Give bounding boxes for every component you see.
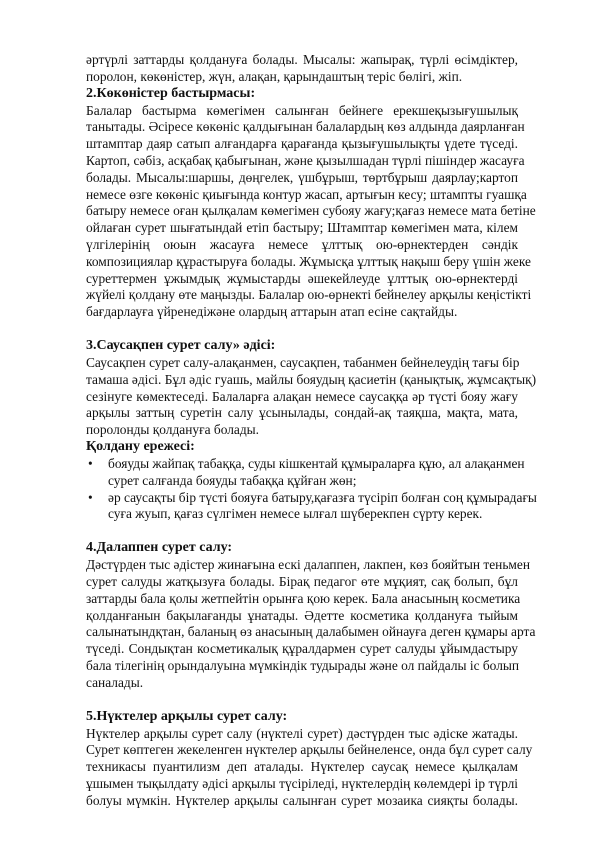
section-3 (86, 337, 537, 523)
text-line: болуы мүмкін. Нүктелер арқылы салынған сурет мозаика сияқты болады. (86, 792, 518, 808)
text-line: суреттермен ұжымдық жұмыстарды әшекейлеуде ұлттық ою-өрнектерді (86, 270, 518, 286)
text-line: әртүрлі заттарды қолдануға болады. Мысалы: жапырақ, түрлі өсімдіктер, (86, 52, 518, 67)
text-line: бала тілегінің орындалуына мүмкіндік тудырады және ол пайдалы іс болып (86, 657, 520, 673)
bullet-icon: • (88, 489, 93, 505)
text-line: ұшымен тықылдату әдісі арқылы түсіріледі, нүктелердің көлемдері ір түрлі (86, 775, 518, 791)
text-line: бояуды жайпақ табаққа, суды кішкентай құмыраларға құю, ал алақанмен (108, 455, 525, 471)
text-line: Балалар бастырма көмегімен салынған бейнеге ерекшеқызығушылық (86, 102, 518, 118)
section-heading: 4.Далаппен сурет салу: (86, 540, 233, 556)
text-line: композициялар құрастыруға болады. Жұмысқа ұлттық нақыш беру үшін жеке (86, 253, 531, 269)
text-line: қолданғанын бақылағанды ұнатады. Әдетте косметика қолдануға тыйым (86, 607, 518, 623)
text-line: тамаша әдісі. Бұл әдіс гуашь, майлы бояудың қасиетін (қанықтық, жұмсақтық) (86, 371, 537, 387)
text-line: жүйелі қолдану өте маңызды. Балалар ою-өрнекті бейнелеу арқылы кеңістікті (86, 287, 532, 303)
text-line: танытады. Әсіресе көкөніс қалдығынан балалардың көз алдында даярланған (86, 119, 525, 135)
text-line: сезінуге көмектеседі. Балаларға алақан немесе саусаққа әр түсті бояу жағу (86, 388, 518, 404)
text-line: Картоп, сәбіз, асқабақ қабығынан, және қызылшадан түрлі пішіндер жасауға (86, 152, 525, 168)
text-line: штамптар даяр сатып алғандарға қарағанда қызығушылықты үдете түседі. (86, 136, 518, 152)
text-line: салынатындқтан, баланың өз анасының далабымен ойнауға деген құмары арта (86, 624, 536, 640)
section-heading: 2.Көкөністер бастырмасы: (86, 85, 256, 101)
text-line: түседі. Сондықтан косметикалық құралдармен сурет салуды ұйымдастыру (86, 641, 518, 657)
text-line: әр саусақты бір түсті бояуға батыру,қағазға түсіріп болған соң құмырадағы (108, 489, 537, 505)
text-line: батыру немесе оған қылқалам көмегімен субояу жағу;қағаз немесе мата бетіне (86, 203, 536, 219)
text-line: болады. Мысалы:шаршы, дөңгелек, үшбұрыш, төртбұрыш даярлау;картоп (86, 169, 518, 185)
text-line: поролонды қолдануға болады. (86, 422, 259, 438)
text-line: бағдарлауға үйренедіжәне олардың аттарын атап есіне сақтайды. (86, 304, 458, 320)
section-heading: 3.Саусақпен сурет салу» әдісі: (86, 337, 276, 353)
text-line: Сурет көптеген жекеленген нүктелер арқылы бейнеленсе, онда бұл сурет салу (86, 742, 533, 758)
text-line: үлгілерінің оюын жасауға немесе ұлттық ою-өрнектерден сәндік (86, 236, 518, 252)
spacer (86, 321, 518, 338)
spacer (86, 523, 518, 540)
section-4 (86, 540, 536, 691)
text-line: суға жуып, қағаз сүлгімен немесе ылғал шүберекпен сүрту керек. (108, 506, 483, 522)
section-heading: 5.Нүктелер арқылы сурет салу: (86, 708, 288, 724)
text-line: Нүктелер арқылы сурет салу (нүктелі сурет) дәстүрден тыс әдіске жатады. (86, 725, 518, 741)
text-line: техникасы пуантилизм деп аталады. Нүктелер саусақ немесе қылқалам (86, 759, 518, 775)
section-5 (86, 708, 533, 810)
text-line: поролон, көкөністер, жүн, алақан, қарындаштың теріс бөлігі, жіп. (86, 68, 463, 84)
document-page (86, 52, 537, 809)
section-2 (86, 85, 536, 321)
text-line: сурет салғанда бояуды табаққа құйған жөн; (108, 472, 357, 488)
spacer (86, 692, 518, 709)
text-line: немесе өзге көкөніс қиығында контур жасап, артығын кесу; штампты гуашқа (86, 186, 527, 202)
intro-paragraph (86, 52, 518, 86)
bullet-list-item (86, 455, 525, 490)
bullet-icon: • (88, 455, 93, 471)
text-line: ойлаған сурет шығатындай етіп бастыру; Штамптар көмегімен мата, кілем (86, 220, 518, 236)
text-line: Саусақпен сурет салу-алақанмен, саусақпен, табанмен бейнелеудің тағы бір (86, 354, 520, 370)
text-line: саналады. (86, 674, 144, 690)
text-line: заттарды бала қолы жетпейтін орынға қою керек. Бала анасының косметика (86, 590, 521, 606)
text-line: сурет салуды жатқызуға болады. Бірақ педагог өте мұқият, сақ болып, бұл (86, 573, 518, 589)
bullet-list-item (86, 489, 537, 524)
rules-heading: Қолдану ережесі: (86, 438, 195, 454)
text-line: Дәстүрден тыс әдістер жинағына ескі далаппен, лакпен, көз бояйтын теньмен (86, 557, 531, 573)
text-line: арқылы заттың суретін салу ұсынылады, сондай-ақ таяқша, мақта, мата, (86, 405, 518, 421)
